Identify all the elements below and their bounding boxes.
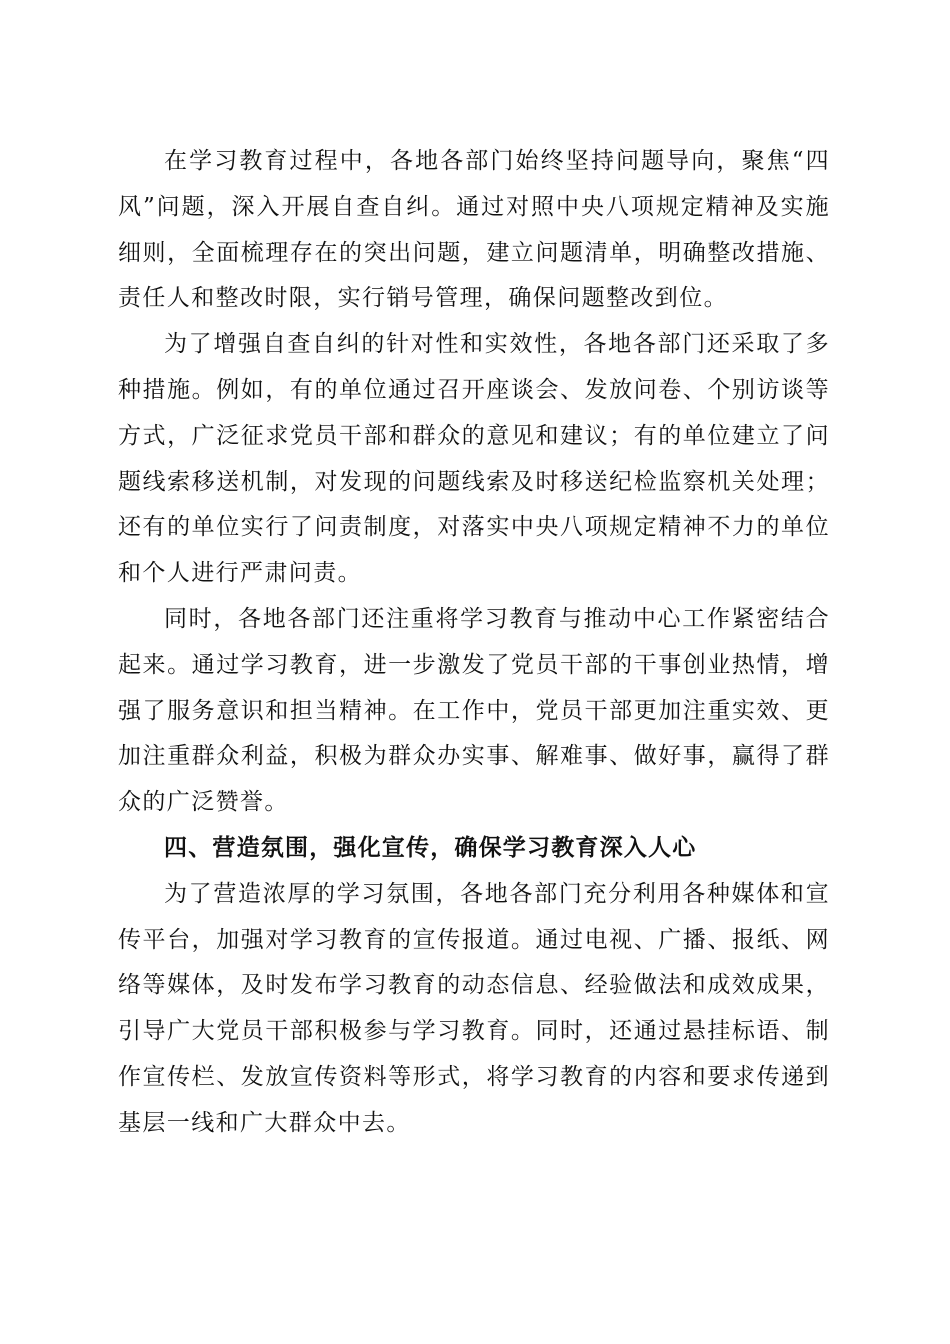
paragraph-self-inspection: 在学习教育过程中，各地各部门始终坚持问题导向，聚焦“四风”问题，深入开展自查自纠。通过对照中央八项规定精神及实施细则，全面梳理存在的突出问题，建立问题清单，明确整改措施、责任人和整改时限，实行销号管理，确保问题整改到位。 xyxy=(118,148,830,312)
paragraph-measures: 为了增强自查自纠的针对性和实效性，各地各部门还采取了多种措施。例如，有的单位通过召开座谈会、发放问卷、个别访谈等方式，广泛征求党员干部和群众的意见和建议；有的单位建立了问题线索移送机制，对发现的问题线索及时移送纪检监察机关处理；还有的单位实行了问责制度，对落实中央八项规定精神不力的单位和个人进行严肃问责。 xyxy=(118,331,830,587)
paragraph-publicity: 为了营造浓厚的学习氛围，各地各部门充分利用各种媒体和宣传平台，加强对学习教育的宣传报道。通过电视、广播、报纸、网络等媒体，及时发布学习教育的动态信息、经验做法和成效成果，引导广大党员干部积极参与学习教育。同时，还通过悬挂标语、制作宣传栏、发放宣传资料等形式，将学习教育的内容和要求传递到基层一线和广大群众中去。 xyxy=(118,880,830,1136)
paragraph-central-work: 同时，各地各部门还注重将学习教育与推动中心工作紧密结合起来。通过学习教育，进一步激发了党员干部的干事创业热情，增强了服务意识和担当精神。在工作中，党员干部更加注重实效、更加注重群众利益，积极为群众办实事、解难事、做好事，赢得了群众的广泛赞誉。 xyxy=(118,605,830,816)
section-heading-four: 四、营造氛围，强化宣传，确保学习教育深入人心 xyxy=(164,834,697,861)
document-body xyxy=(118,139,830,1147)
